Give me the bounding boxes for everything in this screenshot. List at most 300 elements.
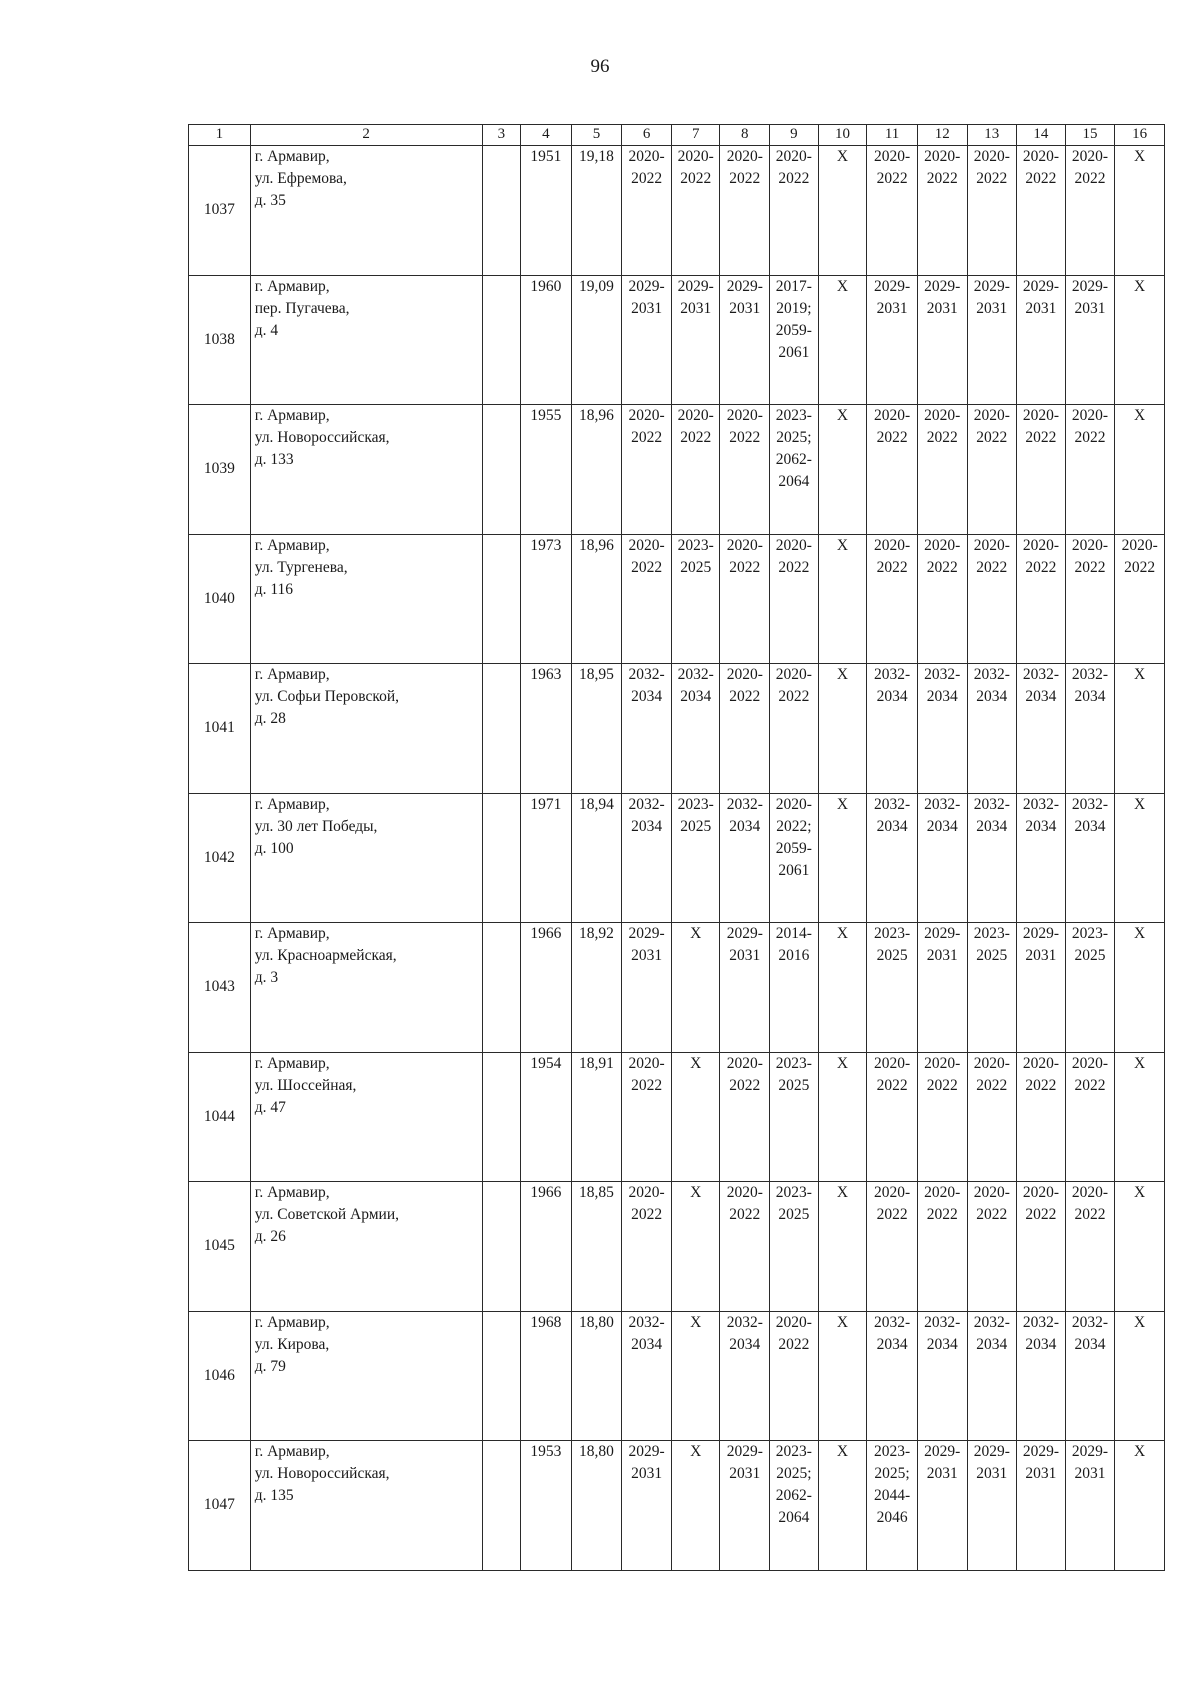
cell-line: 2020-: [726, 407, 763, 424]
cell-line: 2020-: [628, 1054, 665, 1072]
cell-line: 2016: [778, 947, 810, 964]
cell-c13: [967, 923, 1017, 1053]
cell-line: 2029-: [726, 277, 763, 295]
cell-line: 2022: [976, 558, 1008, 576]
cell-c11: [867, 534, 918, 664]
address-cell: [250, 1441, 482, 1571]
cell-line: 2034: [1074, 688, 1106, 705]
cell-line: 2022: [876, 429, 908, 446]
cell-c3: [482, 275, 520, 405]
table-row: [189, 146, 1165, 276]
cell-line: 2034: [729, 1335, 761, 1353]
row-number: 1039: [189, 405, 251, 535]
address-cell: [250, 1311, 482, 1441]
cell-line: 2032-: [1022, 666, 1059, 683]
cell-line: 2031: [631, 947, 663, 964]
cell-line: д. 3: [254, 969, 279, 986]
cell-c6: [622, 1311, 672, 1441]
cell-c6: [622, 405, 672, 535]
cell-c8: [720, 275, 770, 405]
cell-c12: [917, 405, 967, 535]
cell-line: 2020-: [1071, 407, 1109, 424]
cell-c16: [1115, 1182, 1165, 1312]
cell-line: г. Армавир,: [254, 795, 330, 813]
cell-c16: [1115, 923, 1165, 1053]
cell-c3: [482, 1182, 520, 1312]
column-header-15: 15: [1065, 125, 1115, 146]
cell-line: 2020-: [924, 536, 961, 554]
cell-line: 2022: [1074, 1206, 1106, 1223]
cell-line: 2032-: [1071, 795, 1109, 813]
cell-c6: [622, 793, 672, 923]
cell-line: 2022: [926, 1206, 958, 1223]
cell-line: 2032-: [726, 795, 763, 813]
cell-line: 2023-: [874, 925, 911, 942]
cell-line: 2034: [926, 817, 958, 835]
cell-line: 2020-: [874, 1054, 911, 1072]
cell-line: 2020-: [924, 1054, 961, 1072]
cell-line: 2061: [778, 861, 810, 879]
cell-c13: [967, 1182, 1017, 1312]
cell-c4: 1973: [521, 534, 572, 664]
cell-line: X: [1134, 1443, 1146, 1460]
cell-c5: 19,09: [571, 275, 622, 405]
column-header-7: 7: [671, 125, 720, 146]
cell-line: X: [1134, 1184, 1146, 1201]
cell-line: 2022: [729, 429, 761, 446]
cell-line: 2031: [729, 947, 761, 964]
cell-c10: [818, 1311, 867, 1441]
cell-c9: [770, 923, 819, 1053]
cell-line: 2020-: [726, 536, 763, 554]
cell-line: 2020-: [1071, 536, 1109, 554]
cell-line: 2022: [926, 558, 958, 576]
cell-c15: [1065, 534, 1115, 664]
cell-line: 2034: [680, 688, 712, 705]
cell-line: г. Армавир,: [254, 407, 330, 424]
cell-c4: 1951: [521, 146, 572, 276]
cell-c13: [967, 664, 1017, 794]
cell-c11: [867, 146, 918, 276]
cell-line: X: [690, 1313, 702, 1331]
cell-line: 2031: [926, 1465, 958, 1482]
cell-line: 2020-: [973, 1054, 1010, 1072]
cell-c4: 1954: [521, 1052, 572, 1182]
cell-c9: [770, 1182, 819, 1312]
cell-line: 2031: [926, 947, 958, 964]
cell-line: 2023-: [775, 1443, 812, 1460]
column-header-9: 9: [770, 125, 819, 146]
cell-line: 2022: [778, 1335, 810, 1353]
cell-c10: [818, 534, 867, 664]
cell-line: г. Армавир,: [254, 1313, 330, 1331]
cell-line: X: [836, 277, 849, 295]
cell-line: 2029-: [924, 925, 961, 942]
cell-line: 2032-: [628, 666, 665, 683]
cell-line: X: [836, 1054, 849, 1072]
cell-c3: [482, 1052, 520, 1182]
cell-line: 2031: [729, 299, 761, 317]
cell-line: 2022: [976, 429, 1008, 446]
cell-c13: [967, 405, 1017, 535]
cell-c11: [867, 1182, 918, 1312]
cell-c16: [1115, 275, 1165, 405]
cell-c7: [671, 405, 720, 535]
cell-c3: [482, 405, 520, 535]
cell-c5: 18,85: [571, 1182, 622, 1312]
address-cell: [250, 1052, 482, 1182]
cell-line: 2020-: [775, 795, 812, 813]
cell-c12: [917, 923, 967, 1053]
cell-c15: [1065, 1052, 1115, 1182]
cell-line: 2031: [1025, 947, 1057, 964]
cell-c11: [867, 1052, 918, 1182]
cell-c8: [720, 793, 770, 923]
cell-line: 2034: [976, 688, 1008, 705]
cell-line: 2034: [926, 1335, 958, 1353]
cell-c3: [482, 923, 520, 1053]
cell-line: 2029-: [1022, 925, 1059, 942]
cell-c9: [770, 793, 819, 923]
cell-c8: [720, 923, 770, 1053]
table-row: [189, 1182, 1165, 1312]
cell-line: 2022: [778, 688, 810, 705]
cell-line: 2029-: [628, 277, 665, 295]
row-number: 1045: [189, 1182, 251, 1312]
cell-line: 2031: [1074, 299, 1106, 317]
cell-line: г. Армавир,: [254, 1443, 330, 1460]
cell-line: X: [1134, 666, 1146, 683]
cell-line: 2022: [876, 558, 908, 576]
column-header-8: 8: [720, 125, 770, 146]
cell-c11: [867, 1311, 918, 1441]
cell-c5: 18,80: [571, 1441, 622, 1571]
cell-line: 2025: [680, 558, 712, 576]
cell-c16: [1115, 1052, 1165, 1182]
cell-line: 2020-: [1022, 148, 1059, 165]
cell-line: 2059-: [775, 839, 812, 857]
cell-c4: 1971: [521, 793, 572, 923]
cell-line: 2020-: [775, 1313, 812, 1331]
cell-line: 2032-: [973, 666, 1010, 683]
cell-c4: 1966: [521, 923, 572, 1053]
cell-c11: [867, 1441, 918, 1571]
cell-line: 2032-: [1022, 795, 1059, 813]
cell-line: 2031: [1025, 1465, 1057, 1482]
cell-line: X: [836, 666, 849, 683]
cell-line: 2020-: [874, 1184, 911, 1201]
cell-c4: 1960: [521, 275, 572, 405]
cell-line: ул. Новороссийская,: [254, 1465, 390, 1482]
cell-c5: 18,91: [571, 1052, 622, 1182]
cell-line: 2022: [1074, 1076, 1106, 1094]
address-cell: [250, 923, 482, 1053]
cell-c14: [1017, 1441, 1066, 1571]
cell-line: 2022: [729, 688, 761, 705]
cell-c3: [482, 1311, 520, 1441]
cell-line: 2022: [1025, 429, 1057, 446]
cell-c10: [818, 275, 867, 405]
cell-c8: [720, 1441, 770, 1571]
cell-c3: [482, 146, 520, 276]
cell-c5: 18,96: [571, 405, 622, 535]
cell-line: 2029-: [677, 277, 714, 295]
cell-c7: [671, 664, 720, 794]
cell-line: 2032-: [973, 1313, 1010, 1331]
cell-line: 2029-: [726, 1443, 763, 1460]
row-number: 1041: [189, 664, 251, 794]
cell-c8: [720, 1311, 770, 1441]
cell-line: 2020-: [726, 1054, 763, 1072]
cell-c14: [1017, 1182, 1066, 1312]
cell-c16: [1115, 405, 1165, 535]
cell-c13: [967, 1052, 1017, 1182]
cell-c15: [1065, 1311, 1115, 1441]
cell-line: X: [690, 1054, 702, 1072]
cell-line: 2046: [876, 1509, 908, 1526]
cell-line: 2062-: [775, 1487, 812, 1504]
cell-line: 2022: [729, 170, 761, 187]
cell-line: 2034: [631, 688, 663, 705]
cell-line: 2020-: [628, 148, 665, 165]
cell-c9: [770, 1052, 819, 1182]
cell-line: 2029-: [924, 277, 961, 295]
cell-c9: [770, 146, 819, 276]
cell-line: X: [1134, 795, 1146, 813]
cell-line: д. 133: [254, 451, 294, 468]
cell-line: г. Армавир,: [254, 1184, 330, 1201]
cell-c5: 18,94: [571, 793, 622, 923]
cell-line: 2031: [1025, 299, 1057, 317]
cell-line: 2034: [876, 817, 908, 835]
cell-line: 2022: [729, 1076, 761, 1094]
cell-line: 2031: [1074, 1465, 1106, 1482]
cell-line: 2022: [1025, 1076, 1057, 1094]
cell-line: 2020-: [874, 407, 911, 424]
cell-c15: [1065, 405, 1115, 535]
cell-c10: [818, 664, 867, 794]
cell-line: 2022: [631, 429, 663, 446]
cell-c12: [917, 534, 967, 664]
cell-line: 2032-: [628, 1313, 665, 1331]
cell-line: 2034: [1074, 1335, 1106, 1353]
cell-line: X: [836, 536, 849, 554]
cell-c5: 18,80: [571, 1311, 622, 1441]
table-body: [189, 146, 1165, 1571]
cell-c11: [867, 664, 918, 794]
cell-line: д. 100: [254, 839, 294, 857]
cell-line: 2029-: [628, 1443, 665, 1460]
cell-line: X: [690, 925, 702, 942]
address-cell: [250, 275, 482, 405]
cell-c8: [720, 1182, 770, 1312]
cell-line: 2022: [1074, 558, 1106, 576]
cell-line: 2031: [926, 299, 958, 317]
cell-c8: [720, 534, 770, 664]
address-cell: [250, 793, 482, 923]
cell-line: 2025;: [874, 1465, 910, 1482]
column-header-12: 12: [917, 125, 967, 146]
cell-line: 2032-: [628, 795, 665, 813]
cell-line: 2029-: [1071, 1443, 1109, 1460]
cell-line: г. Армавир,: [254, 666, 330, 683]
cell-line: д. 26: [254, 1228, 286, 1245]
cell-c3: [482, 1441, 520, 1571]
cell-line: 2023-: [775, 407, 812, 424]
address-cell: [250, 405, 482, 535]
cell-line: X: [1134, 925, 1146, 942]
cell-c6: [622, 275, 672, 405]
cell-line: 2022: [631, 170, 663, 187]
table-row: [189, 664, 1165, 794]
cell-line: 2034: [876, 1335, 908, 1353]
cell-line: 2032-: [1022, 1313, 1059, 1331]
cell-line: 2034: [1025, 817, 1057, 835]
cell-c15: [1065, 1182, 1115, 1312]
cell-line: 2025;: [776, 1465, 812, 1482]
column-header-14: 14: [1017, 125, 1066, 146]
cell-c9: [770, 405, 819, 535]
cell-line: 2029-: [973, 277, 1010, 295]
row-number: 1042: [189, 793, 251, 923]
cell-line: 2020-: [726, 148, 763, 165]
cell-c6: [622, 534, 672, 664]
cell-line: 2020-: [726, 666, 763, 683]
cell-c14: [1017, 405, 1066, 535]
cell-c8: [720, 146, 770, 276]
cell-c7: [671, 146, 720, 276]
row-number: 1047: [189, 1441, 251, 1571]
cell-line: 2034: [631, 817, 663, 835]
cell-line: 2020-: [973, 1184, 1010, 1201]
column-header-3: 3: [482, 125, 520, 146]
cell-c11: [867, 275, 918, 405]
cell-c7: [671, 1182, 720, 1312]
cell-line: 2064: [778, 473, 810, 490]
cell-line: 2022: [926, 429, 958, 446]
cell-line: 2023-: [677, 795, 714, 813]
cell-line: ул. Софьи Перовской,: [254, 688, 400, 705]
cell-line: X: [1134, 1313, 1146, 1331]
cell-line: X: [836, 1184, 849, 1201]
cell-line: 2034: [976, 817, 1008, 835]
cell-line: X: [836, 925, 849, 942]
cell-line: 2034: [1025, 688, 1057, 705]
cell-line: 2023-: [874, 1443, 911, 1460]
cell-line: 2020-: [973, 536, 1010, 554]
row-number: 1046: [189, 1311, 251, 1441]
cell-c6: [622, 1182, 672, 1312]
cell-line: 2022: [1074, 170, 1106, 187]
cell-line: 2032-: [874, 1313, 911, 1331]
cell-line: 2025: [778, 1076, 810, 1094]
cell-line: 2032-: [924, 795, 961, 813]
address-cell: [250, 534, 482, 664]
cell-line: 2025: [778, 1206, 810, 1223]
cell-line: 2029-: [726, 925, 763, 942]
cell-line: 2022: [778, 170, 810, 187]
cell-line: 2022: [976, 170, 1008, 187]
row-number: 1044: [189, 1052, 251, 1182]
cell-line: ул. Шоссейная,: [254, 1076, 357, 1094]
cell-line: X: [836, 795, 849, 813]
cell-c13: [967, 1441, 1017, 1571]
row-number: 1037: [189, 146, 251, 276]
cell-c7: [671, 923, 720, 1053]
cell-line: 2025: [1074, 947, 1106, 964]
cell-line: 2023-: [1071, 925, 1109, 942]
cell-line: пер. Пугачева,: [254, 299, 350, 317]
cell-line: д. 79: [254, 1357, 286, 1375]
cell-line: 2034: [926, 688, 958, 705]
cell-line: 2022: [729, 1206, 761, 1223]
cell-line: 2020-: [1121, 536, 1158, 554]
cell-line: ул. Новороссийская,: [254, 429, 390, 446]
cell-line: 2020-: [1022, 1184, 1059, 1201]
cell-line: 2032-: [924, 1313, 961, 1331]
column-header-16: 16: [1115, 125, 1165, 146]
cell-line: 2022: [778, 558, 810, 576]
cell-c14: [1017, 664, 1066, 794]
cell-line: 2020-: [1071, 1184, 1109, 1201]
cell-c9: [770, 1311, 819, 1441]
cell-line: X: [836, 148, 849, 165]
column-header-4: 4: [521, 125, 572, 146]
cell-c10: [818, 1052, 867, 1182]
cell-line: 2022: [976, 1206, 1008, 1223]
cell-line: г. Армавир,: [254, 148, 330, 165]
cell-c4: 1966: [521, 1182, 572, 1312]
address-cell: [250, 664, 482, 794]
cell-line: 2029-: [1071, 277, 1109, 295]
cell-c9: [770, 1441, 819, 1571]
cell-line: 2025;: [776, 429, 812, 446]
cell-line: X: [690, 1184, 702, 1201]
cell-line: 2034: [631, 1335, 663, 1353]
cell-c16: [1115, 664, 1165, 794]
cell-line: 2023-: [775, 1054, 812, 1072]
cell-line: 2022: [876, 170, 908, 187]
cell-line: г. Армавир,: [254, 1054, 330, 1072]
column-header-2: 2: [250, 125, 482, 146]
cell-c4: 1963: [521, 664, 572, 794]
cell-line: 2032-: [874, 666, 911, 683]
cell-c14: [1017, 146, 1066, 276]
cell-line: г. Армавир,: [254, 925, 330, 942]
cell-c3: [482, 793, 520, 923]
cell-line: 2020-: [726, 1184, 763, 1201]
cell-line: 2019;: [776, 299, 812, 317]
header-row: [189, 125, 1165, 146]
row-number: 1043: [189, 923, 251, 1053]
cell-c7: [671, 1052, 720, 1182]
cell-c10: [818, 1182, 867, 1312]
cell-c4: 1955: [521, 405, 572, 535]
cell-c10: [818, 405, 867, 535]
row-number: 1040: [189, 534, 251, 664]
cell-c6: [622, 664, 672, 794]
cell-line: д. 35: [254, 192, 286, 209]
cell-line: ул. Советской Армии,: [254, 1206, 399, 1223]
cell-c15: [1065, 793, 1115, 923]
cell-line: 2020-: [1071, 1054, 1109, 1072]
cell-line: 2020-: [775, 536, 812, 554]
cell-c12: [917, 275, 967, 405]
cell-c7: [671, 793, 720, 923]
cell-c7: [671, 1311, 720, 1441]
cell-line: 2020-: [1022, 407, 1059, 424]
cell-line: д. 135: [254, 1487, 294, 1504]
